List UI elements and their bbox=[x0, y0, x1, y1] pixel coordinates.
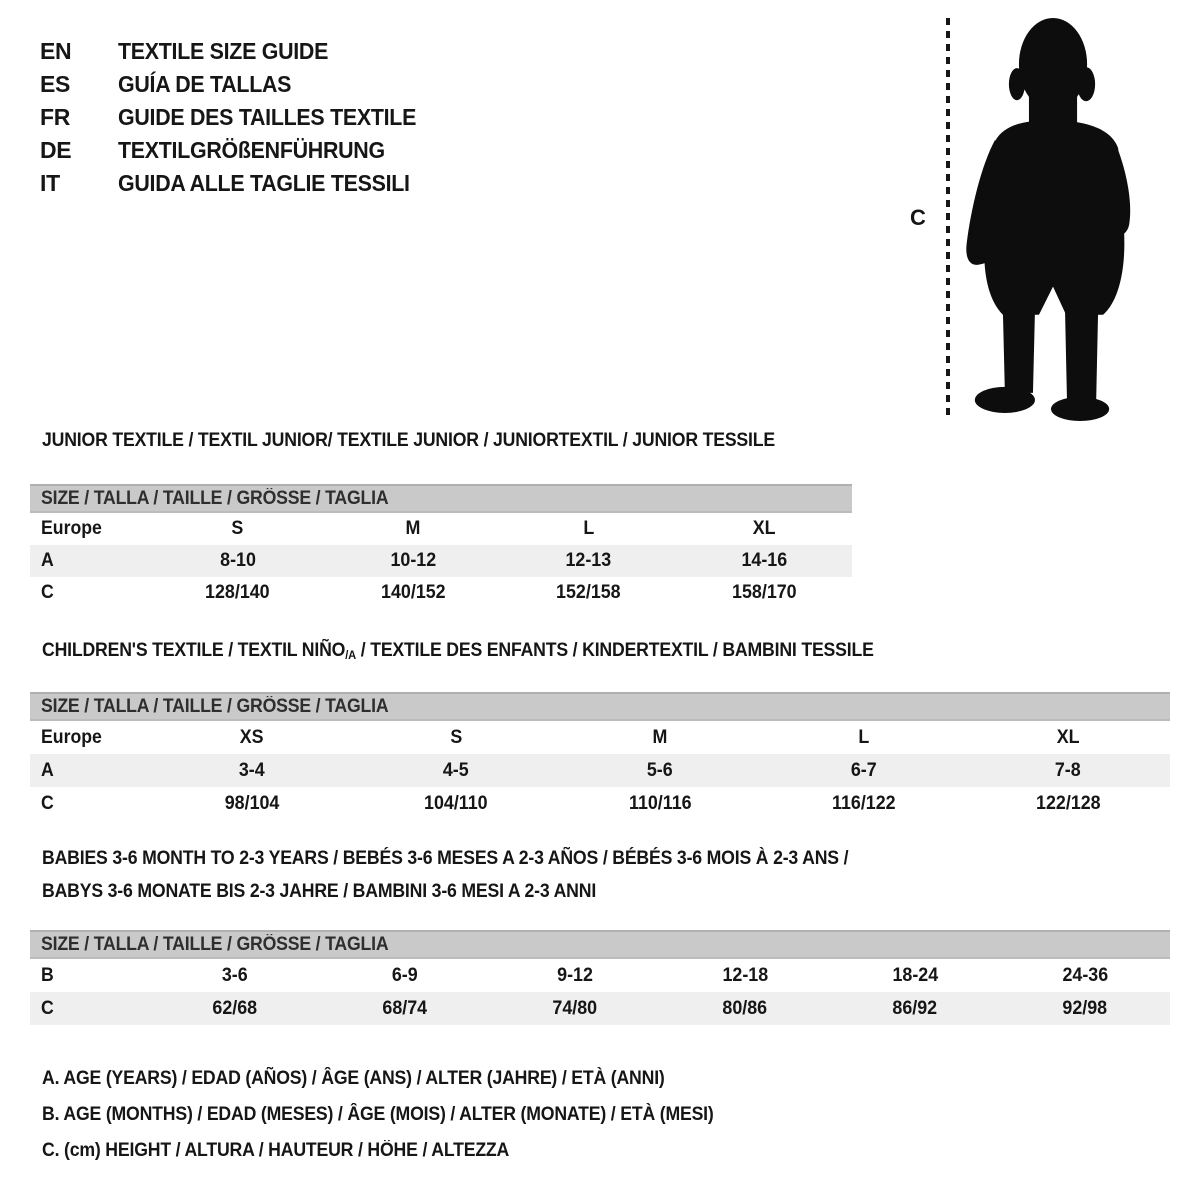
guide-title: GUIDE DES TAILLES TEXTILE bbox=[118, 104, 417, 130]
babies-size-table bbox=[30, 959, 1170, 1025]
height-cell-text: 158/170 bbox=[731, 582, 797, 603]
row-label bbox=[30, 760, 150, 782]
row-label-text: Europe bbox=[41, 518, 102, 539]
size-cell bbox=[966, 727, 1170, 749]
height-cell-text: 122/128 bbox=[1035, 792, 1101, 814]
height-cell-text: 128/140 bbox=[205, 582, 271, 603]
age-cell-text: 3-4 bbox=[239, 759, 265, 781]
size-cell bbox=[326, 518, 502, 540]
age-cell-text: 6-7 bbox=[851, 759, 877, 781]
language-row-it bbox=[40, 170, 439, 196]
table-row-europe bbox=[30, 513, 852, 545]
height-cell bbox=[501, 582, 677, 604]
age-cell-text: 8-10 bbox=[219, 550, 256, 571]
months-cell-text: 9-12 bbox=[557, 964, 593, 986]
junior-size-bar-label: SIZE / TALLA / TAILLE / GRÖSSE / TAGLIA bbox=[41, 487, 389, 509]
language-code: ES bbox=[40, 71, 71, 97]
size-cell bbox=[677, 518, 853, 540]
row-label-text: C bbox=[41, 582, 54, 603]
age-cell bbox=[677, 550, 853, 572]
height-cell-text: 92/98 bbox=[1062, 997, 1108, 1019]
months-cell bbox=[830, 965, 1000, 987]
age-cell bbox=[501, 550, 677, 572]
junior-section-heading-text: JUNIOR TEXTILE / TEXTIL JUNIOR/ TEXTILE JUNIOR / JUNIORTEXTIL / JUNIOR TESSILE bbox=[42, 430, 775, 451]
size-cell bbox=[150, 727, 354, 749]
size-cell-text: L bbox=[583, 518, 595, 539]
children-size-bar bbox=[30, 692, 1170, 721]
legend-line-b bbox=[42, 1104, 764, 1123]
children-section-heading-text bbox=[42, 640, 874, 662]
toddler-silhouette-icon bbox=[964, 14, 1136, 421]
height-cell-text: 74/80 bbox=[552, 997, 598, 1019]
babies-heading-line1-text: BABIES 3-6 MONTH TO 2-3 YEARS / BEBÉS 3-6 MESES A 2-3 AÑOS / BÉBÉS 3-6 MOIS À 2-3 ANS / bbox=[42, 848, 849, 869]
height-cell-text: 152/158 bbox=[556, 582, 622, 603]
size-cell-text: S bbox=[450, 726, 462, 748]
age-cell bbox=[150, 760, 354, 782]
size-cell-text: M bbox=[652, 726, 668, 748]
age-cell bbox=[326, 550, 502, 572]
height-cell bbox=[354, 793, 558, 815]
months-cell bbox=[1000, 965, 1170, 987]
language-row-de bbox=[40, 137, 439, 163]
age-cell bbox=[150, 550, 326, 572]
junior-size-bar bbox=[30, 484, 852, 513]
height-cell bbox=[1000, 998, 1170, 1020]
babies-section-heading-line1 bbox=[42, 848, 909, 870]
language-row-es bbox=[40, 71, 439, 97]
children-heading-part2: / TEXTILE DES ENFANTS / KINDERTEXTIL / BAMBINI TESSILE bbox=[356, 640, 874, 661]
height-cell bbox=[660, 998, 830, 1020]
height-cell bbox=[150, 998, 320, 1020]
height-cell bbox=[150, 582, 326, 604]
language-code: EN bbox=[40, 38, 72, 64]
age-cell bbox=[354, 760, 558, 782]
age-cell bbox=[762, 760, 966, 782]
row-label bbox=[30, 965, 150, 987]
row-label bbox=[30, 550, 150, 572]
row-label-text: C bbox=[41, 997, 54, 1019]
height-cell bbox=[762, 793, 966, 815]
children-section-heading bbox=[42, 640, 936, 662]
legend-line-a-text: A. AGE (YEARS) / EDAD (AÑOS) / ÂGE (ANS) / ALTER (JAHRE) / ETÀ (ANNI) bbox=[42, 1068, 665, 1089]
months-cell-text: 6-9 bbox=[392, 964, 418, 986]
row-label bbox=[30, 727, 150, 749]
language-code: FR bbox=[40, 104, 71, 130]
age-cell-text: 12-13 bbox=[565, 550, 612, 571]
babies-section-heading-line2 bbox=[42, 881, 638, 903]
row-label-text: B bbox=[41, 964, 54, 986]
row-label-text: Europe bbox=[41, 726, 102, 748]
measurement-legend bbox=[42, 1068, 764, 1159]
size-cell-text: XL bbox=[1056, 726, 1080, 748]
table-row-age bbox=[30, 754, 1170, 787]
height-measure-line bbox=[946, 18, 950, 416]
age-cell bbox=[558, 760, 762, 782]
age-cell bbox=[966, 760, 1170, 782]
months-cell bbox=[660, 965, 830, 987]
size-cell-text: M bbox=[405, 518, 421, 539]
months-cell-text: 18-24 bbox=[892, 964, 938, 986]
height-cell-text: 116/122 bbox=[832, 792, 896, 814]
size-cell-text: XL bbox=[752, 518, 776, 539]
months-cell-text: 24-36 bbox=[1062, 964, 1108, 986]
row-label bbox=[30, 518, 150, 540]
height-cell-text: 140/152 bbox=[380, 582, 446, 603]
language-code: IT bbox=[40, 170, 60, 196]
legend-line-c bbox=[42, 1140, 764, 1159]
height-measure-label: C bbox=[910, 205, 926, 230]
months-cell bbox=[490, 965, 660, 987]
guide-title: TEXTILE SIZE GUIDE bbox=[118, 38, 329, 64]
language-code: DE bbox=[40, 137, 72, 163]
height-cell-text: 104/110 bbox=[424, 792, 488, 814]
height-cell-text: 68/74 bbox=[382, 997, 428, 1019]
height-cell bbox=[326, 582, 502, 604]
age-cell-text: 4-5 bbox=[443, 759, 469, 781]
guide-title: TEXTILGRÖßENFÜHRUNG bbox=[118, 137, 385, 163]
row-label bbox=[30, 793, 150, 815]
junior-section-heading bbox=[42, 430, 830, 452]
guide-title: GUÍA DE TALLAS bbox=[118, 71, 292, 97]
table-row-height bbox=[30, 577, 852, 609]
age-cell-text: 14-16 bbox=[741, 550, 788, 571]
months-cell bbox=[320, 965, 490, 987]
table-row-age bbox=[30, 545, 852, 577]
months-cell bbox=[150, 965, 320, 987]
language-row-en bbox=[40, 38, 439, 64]
size-cell bbox=[762, 727, 966, 749]
height-cell-text: 98/104 bbox=[224, 792, 280, 814]
height-cell bbox=[490, 998, 660, 1020]
row-label-text: C bbox=[41, 792, 54, 814]
height-cell bbox=[830, 998, 1000, 1020]
language-title-list bbox=[40, 38, 439, 196]
legend-line-c-text: C. (cm) HEIGHT / ALTURA / HAUTEUR / HÖHE / ALTEZZA bbox=[42, 1140, 510, 1161]
months-cell-text: 12-18 bbox=[722, 964, 768, 986]
age-cell-text: 5-6 bbox=[647, 759, 673, 781]
table-row-europe bbox=[30, 721, 1170, 754]
children-heading-part1: CHILDREN'S TEXTILE / TEXTIL NIÑO bbox=[42, 640, 346, 661]
size-cell-text: S bbox=[231, 518, 244, 539]
size-cell bbox=[354, 727, 558, 749]
children-size-table bbox=[30, 721, 1170, 820]
age-cell-text: 7-8 bbox=[1055, 759, 1081, 781]
height-cell-text: 62/68 bbox=[212, 997, 258, 1019]
size-cell bbox=[558, 727, 762, 749]
babies-size-bar-label: SIZE / TALLA / TAILLE / GRÖSSE / TAGLIA bbox=[41, 933, 389, 955]
size-cell bbox=[501, 518, 677, 540]
height-cell-text: 110/116 bbox=[628, 792, 692, 814]
height-cell bbox=[150, 793, 354, 815]
size-cell bbox=[150, 518, 326, 540]
table-row-height bbox=[30, 992, 1170, 1025]
babies-size-bar bbox=[30, 930, 1170, 959]
table-row-height bbox=[30, 787, 1170, 820]
months-cell-text: 3-6 bbox=[222, 964, 248, 986]
children-size-bar-label: SIZE / TALLA / TAILLE / GRÖSSE / TAGLIA bbox=[41, 695, 389, 717]
height-cell-text: 86/92 bbox=[892, 997, 938, 1019]
legend-line-b-text: B. AGE (MONTHS) / EDAD (MESES) / ÂGE (MOIS) / ALTER (MONATE) / ETÀ (MESI) bbox=[42, 1104, 714, 1125]
row-label bbox=[30, 582, 150, 604]
height-cell bbox=[320, 998, 490, 1020]
children-heading-subscript: /A bbox=[345, 648, 357, 662]
language-row-fr bbox=[40, 104, 439, 130]
height-cell bbox=[558, 793, 762, 815]
row-label-text: A bbox=[41, 550, 54, 571]
row-label bbox=[30, 998, 150, 1020]
size-cell-text: XS bbox=[240, 726, 264, 748]
babies-heading-line2-text: BABYS 3-6 MONATE BIS 2-3 JAHRE / BAMBINI 3-6 MESI A 2-3 ANNI bbox=[42, 881, 597, 902]
guide-title: GUIDA ALLE TAGLIE TESSILI bbox=[118, 170, 410, 196]
size-cell-text: L bbox=[858, 726, 870, 748]
row-label-text: A bbox=[41, 759, 54, 781]
height-cell bbox=[966, 793, 1170, 815]
height-cell-text: 80/86 bbox=[722, 997, 768, 1019]
table-row-months bbox=[30, 959, 1170, 992]
legend-line-a bbox=[42, 1068, 764, 1087]
age-cell-text: 10-12 bbox=[390, 550, 437, 571]
junior-size-table bbox=[30, 513, 852, 609]
height-cell bbox=[677, 582, 853, 604]
